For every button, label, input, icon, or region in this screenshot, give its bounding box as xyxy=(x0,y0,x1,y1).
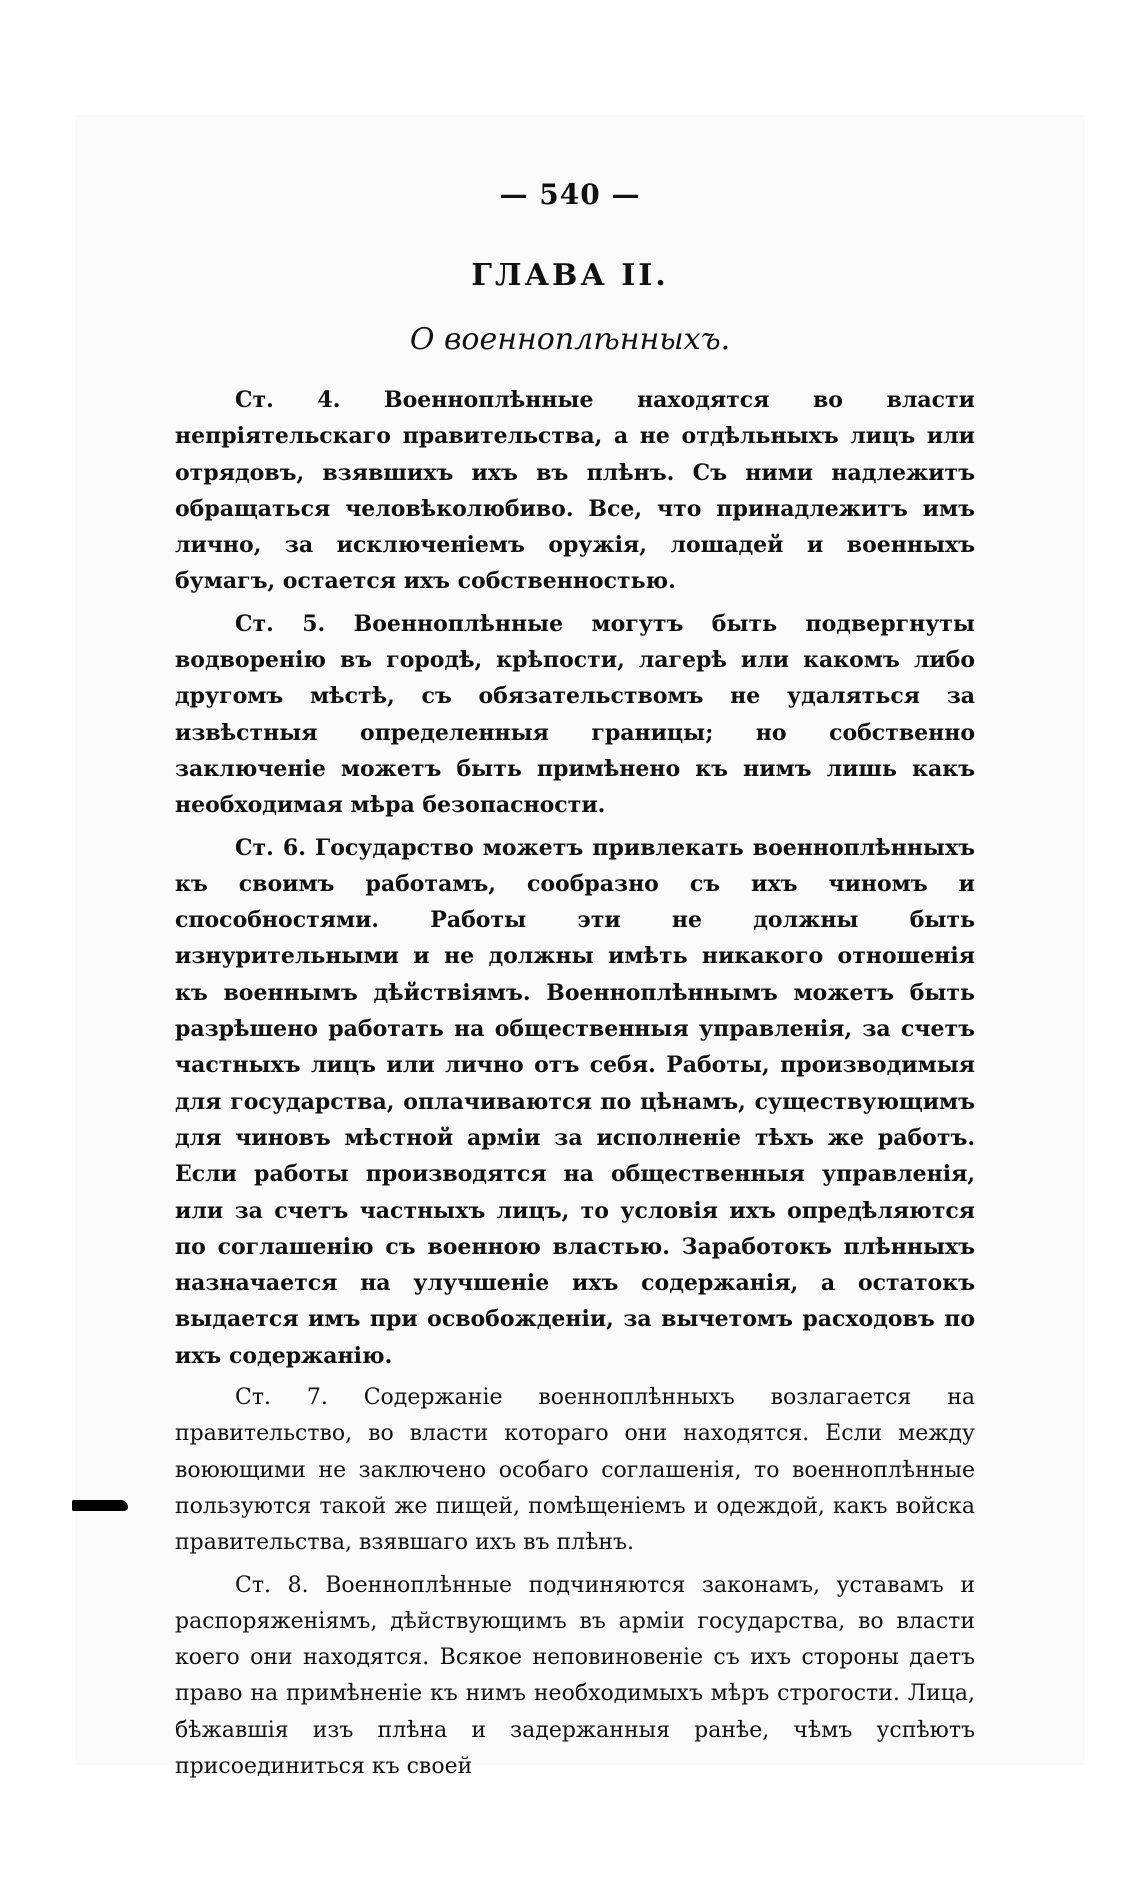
article-label: Ст. 7. xyxy=(235,1385,328,1411)
article-text: Содержанiе военноплѣнныхъ возлагается на правительство, во власти котораго они находятся. Если между воюющими не заключено особаго соглашенiя, то военноплѣнные пользуются такой же пищей, помѣщенiемъ и одеждой, какъ войска правительства, взявшаго ихъ въ плѣнъ. xyxy=(175,1385,975,1556)
article-4 xyxy=(175,382,975,600)
article-label: Ст. 5. xyxy=(235,610,326,637)
article-7 xyxy=(175,1380,975,1561)
article-6 xyxy=(175,830,975,1374)
article-text: Военноплѣнные находятся во власти непрiятельскаго правительства, а не отдѣльныхъ лицъ или отрядовъ, взявшихъ ихъ въ плѣнъ. Съ ними надлежитъ обращаться человѣколюбиво. Все, что принадлежитъ имъ лично, за исключенiемъ оружiя, лошадей и военныхъ бумагъ, остается ихъ собственностью. xyxy=(175,387,975,595)
article-text: Военноплѣнные подчиняются законамъ, уставамъ и распоряженiямъ, дѣйствующимъ въ армiи государства, во власти коего они находятся. Всякое неповиновенiе съ ихъ стороны даетъ право на примѣненiе къ нимъ необходимыхъ мѣръ строгости. Лица, бѣжавшiя изъ плѣна и задержанныя ранѣе, чѣмъ успѣютъ присоединиться къ своей xyxy=(175,1572,975,1779)
article-label: Ст. 8. xyxy=(235,1572,309,1598)
page-number: — 540 — xyxy=(499,178,641,211)
chapter-subtitle: О военноплѣнныхъ. xyxy=(409,322,731,357)
article-5 xyxy=(175,606,975,824)
article-label: Ст. 4. xyxy=(235,387,341,413)
article-text: Государство можетъ привлекать военноплѣнныхъ къ своимъ работамъ, сообразно съ ихъ чиномъ и способностями. Работы эти не должны быть изнурительными и не должны имѣть никакого отношенiя къ военнымъ дѣйствiямъ. Военноплѣннымъ можетъ быть разрѣшено работать на общественныя управленiя, за счетъ частныхъ лицъ или лично отъ себя. Работы, производимыя для государства, оплачиваются по цѣнамъ, существующимъ для чиновъ мѣстной армiи за исполненiе тѣхъ же работъ. Если работы производятся на общественныя управленiя, или за счетъ частныхъ лицъ, то условiя ихъ опредѣляются по соглашенiю съ военною властью. Заработокъ плѣнныхъ назначается на улучшенiе ихъ содержанiя, а остатокъ выдается имъ при освобожденiи, за вычетомъ расходовъ по ихъ содержанiю. xyxy=(175,834,975,1369)
ink-smudge-mark xyxy=(72,1500,128,1511)
article-text: Военноплѣнные могутъ быть подвергнуты водворенiю въ городѣ, крѣпости, лагерѣ или какомъ либо другомъ мѣстѣ, съ обязательствомъ не удаляться за извѣстныя определенныя границы; но собственно заключенiе можетъ быть примѣнено къ нимъ лишь какъ необходимая мѣра безопасности. xyxy=(175,610,975,819)
article-8 xyxy=(175,1568,975,1786)
body-text xyxy=(175,382,975,1791)
article-label: Ст. 6. xyxy=(235,834,306,861)
chapter-title: ГЛАВА II. xyxy=(471,258,669,293)
